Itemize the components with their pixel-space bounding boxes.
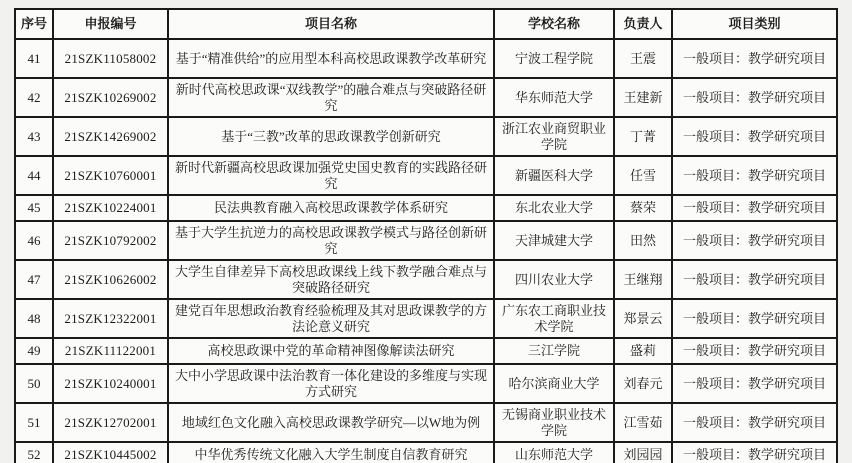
- category-cell: 一般项目：教学研究项目: [672, 364, 837, 403]
- leader-cell: 蔡荣: [614, 195, 672, 221]
- serial-cell: 46: [15, 221, 53, 260]
- table-row: [15, 195, 837, 221]
- serial-cell: 43: [15, 117, 53, 156]
- school-cell: 新疆医科大学: [494, 156, 614, 195]
- table-row: [15, 260, 837, 299]
- serial-cell: 51: [15, 403, 53, 442]
- column-header-category: 项目类别: [672, 9, 837, 39]
- code-cell: 21SZK11122001: [53, 338, 168, 364]
- code-cell: 21SZK12322001: [53, 299, 168, 338]
- table-row: [15, 117, 837, 156]
- leader-cell: 田然: [614, 221, 672, 260]
- leader-cell: 任雪: [614, 156, 672, 195]
- school-cell: 浙江农业商贸职业学院: [494, 117, 614, 156]
- project-name-cell: 基于大学生抗逆力的高校思政课教学模式与路径创新研究: [168, 221, 494, 260]
- school-cell: 天津城建大学: [494, 221, 614, 260]
- code-cell: 21SZK10760001: [53, 156, 168, 195]
- table-row: [15, 364, 837, 403]
- school-cell: 哈尔滨商业大学: [494, 364, 614, 403]
- code-cell: 21SZK10626002: [53, 260, 168, 299]
- leader-cell: 王震: [614, 39, 672, 78]
- school-cell: 宁波工程学院: [494, 39, 614, 78]
- school-cell: 华东师范大学: [494, 78, 614, 117]
- column-header-leader: 负责人: [614, 9, 672, 39]
- table-row: [15, 78, 837, 117]
- serial-cell: 45: [15, 195, 53, 221]
- category-cell: 一般项目：教学研究项目: [672, 78, 837, 117]
- column-header-serial: 序号: [15, 9, 53, 39]
- project-name-cell: 建党百年思想政治教育经验梳理及其对思政课教学的方法论意义研究: [168, 299, 494, 338]
- category-cell: 一般项目：教学研究项目: [672, 338, 837, 364]
- leader-cell: 刘春元: [614, 364, 672, 403]
- serial-cell: 41: [15, 39, 53, 78]
- column-header-code: 申报编号: [53, 9, 168, 39]
- table-row: [15, 156, 837, 195]
- code-cell: 21SZK14269002: [53, 117, 168, 156]
- projects-table: [14, 8, 838, 463]
- code-cell: 21SZK10240001: [53, 364, 168, 403]
- code-cell: 21SZK10269002: [53, 78, 168, 117]
- project-name-cell: 中华优秀传统文化融入大学生制度自信教育研究: [168, 442, 494, 463]
- category-cell: 一般项目：教学研究项目: [672, 403, 837, 442]
- project-name-cell: 新时代高校思政课“双线教学”的融合难点与突破路径研究: [168, 78, 494, 117]
- table-row: [15, 338, 837, 364]
- project-name-cell: 基于“三教”改革的思政课教学创新研究: [168, 117, 494, 156]
- category-cell: 一般项目：教学研究项目: [672, 299, 837, 338]
- serial-cell: 42: [15, 78, 53, 117]
- leader-cell: 王继翔: [614, 260, 672, 299]
- category-cell: 一般项目：教学研究项目: [672, 117, 837, 156]
- school-cell: 四川农业大学: [494, 260, 614, 299]
- code-cell: 21SZK11058002: [53, 39, 168, 78]
- leader-cell: 王建新: [614, 78, 672, 117]
- serial-cell: 52: [15, 442, 53, 463]
- column-header-project: 项目名称: [168, 9, 494, 39]
- school-cell: 无锡商业职业技术学院: [494, 403, 614, 442]
- project-name-cell: 大学生自律差异下高校思政课线上线下教学融合难点与突破路径研究: [168, 260, 494, 299]
- category-cell: 一般项目：教学研究项目: [672, 39, 837, 78]
- category-cell: 一般项目：教学研究项目: [672, 156, 837, 195]
- leader-cell: 郑景云: [614, 299, 672, 338]
- code-cell: 21SZK10792002: [53, 221, 168, 260]
- serial-cell: 44: [15, 156, 53, 195]
- project-name-cell: 新时代新疆高校思政课加强党史国史教育的实践路径研究: [168, 156, 494, 195]
- table-row: [15, 442, 837, 463]
- serial-cell: 49: [15, 338, 53, 364]
- leader-cell: 盛莉: [614, 338, 672, 364]
- leader-cell: 江雪茹: [614, 403, 672, 442]
- code-cell: 21SZK10445002: [53, 442, 168, 463]
- table-row: [15, 39, 837, 78]
- project-name-cell: 高校思政课中党的革命精神图像解读法研究: [168, 338, 494, 364]
- leader-cell: 刘园园: [614, 442, 672, 463]
- table-row: [15, 403, 837, 442]
- project-name-cell: 基于“精准供给”的应用型本科高校思政课教学改革研究: [168, 39, 494, 78]
- project-name-cell: 大中小学思政课中法治教育一体化建设的多维度与实现方式研究: [168, 364, 494, 403]
- project-name-cell: 民法典教育融入高校思政课教学体系研究: [168, 195, 494, 221]
- serial-cell: 47: [15, 260, 53, 299]
- category-cell: 一般项目：教学研究项目: [672, 195, 837, 221]
- code-cell: 21SZK10224001: [53, 195, 168, 221]
- school-cell: 东北农业大学: [494, 195, 614, 221]
- serial-cell: 48: [15, 299, 53, 338]
- school-cell: 三江学院: [494, 338, 614, 364]
- column-header-school: 学校名称: [494, 9, 614, 39]
- school-cell: 山东师范大学: [494, 442, 614, 463]
- project-name-cell: 地域红色文化融入高校思政课教学研究—以W地为例: [168, 403, 494, 442]
- leader-cell: 丁菁: [614, 117, 672, 156]
- code-cell: 21SZK12702001: [53, 403, 168, 442]
- category-cell: 一般项目：教学研究项目: [672, 442, 837, 463]
- table-row: [15, 299, 837, 338]
- category-cell: 一般项目：教学研究项目: [672, 221, 837, 260]
- table-row: [15, 221, 837, 260]
- header-row: [15, 9, 837, 39]
- category-cell: 一般项目：教学研究项目: [672, 260, 837, 299]
- serial-cell: 50: [15, 364, 53, 403]
- school-cell: 广东农工商职业技术学院: [494, 299, 614, 338]
